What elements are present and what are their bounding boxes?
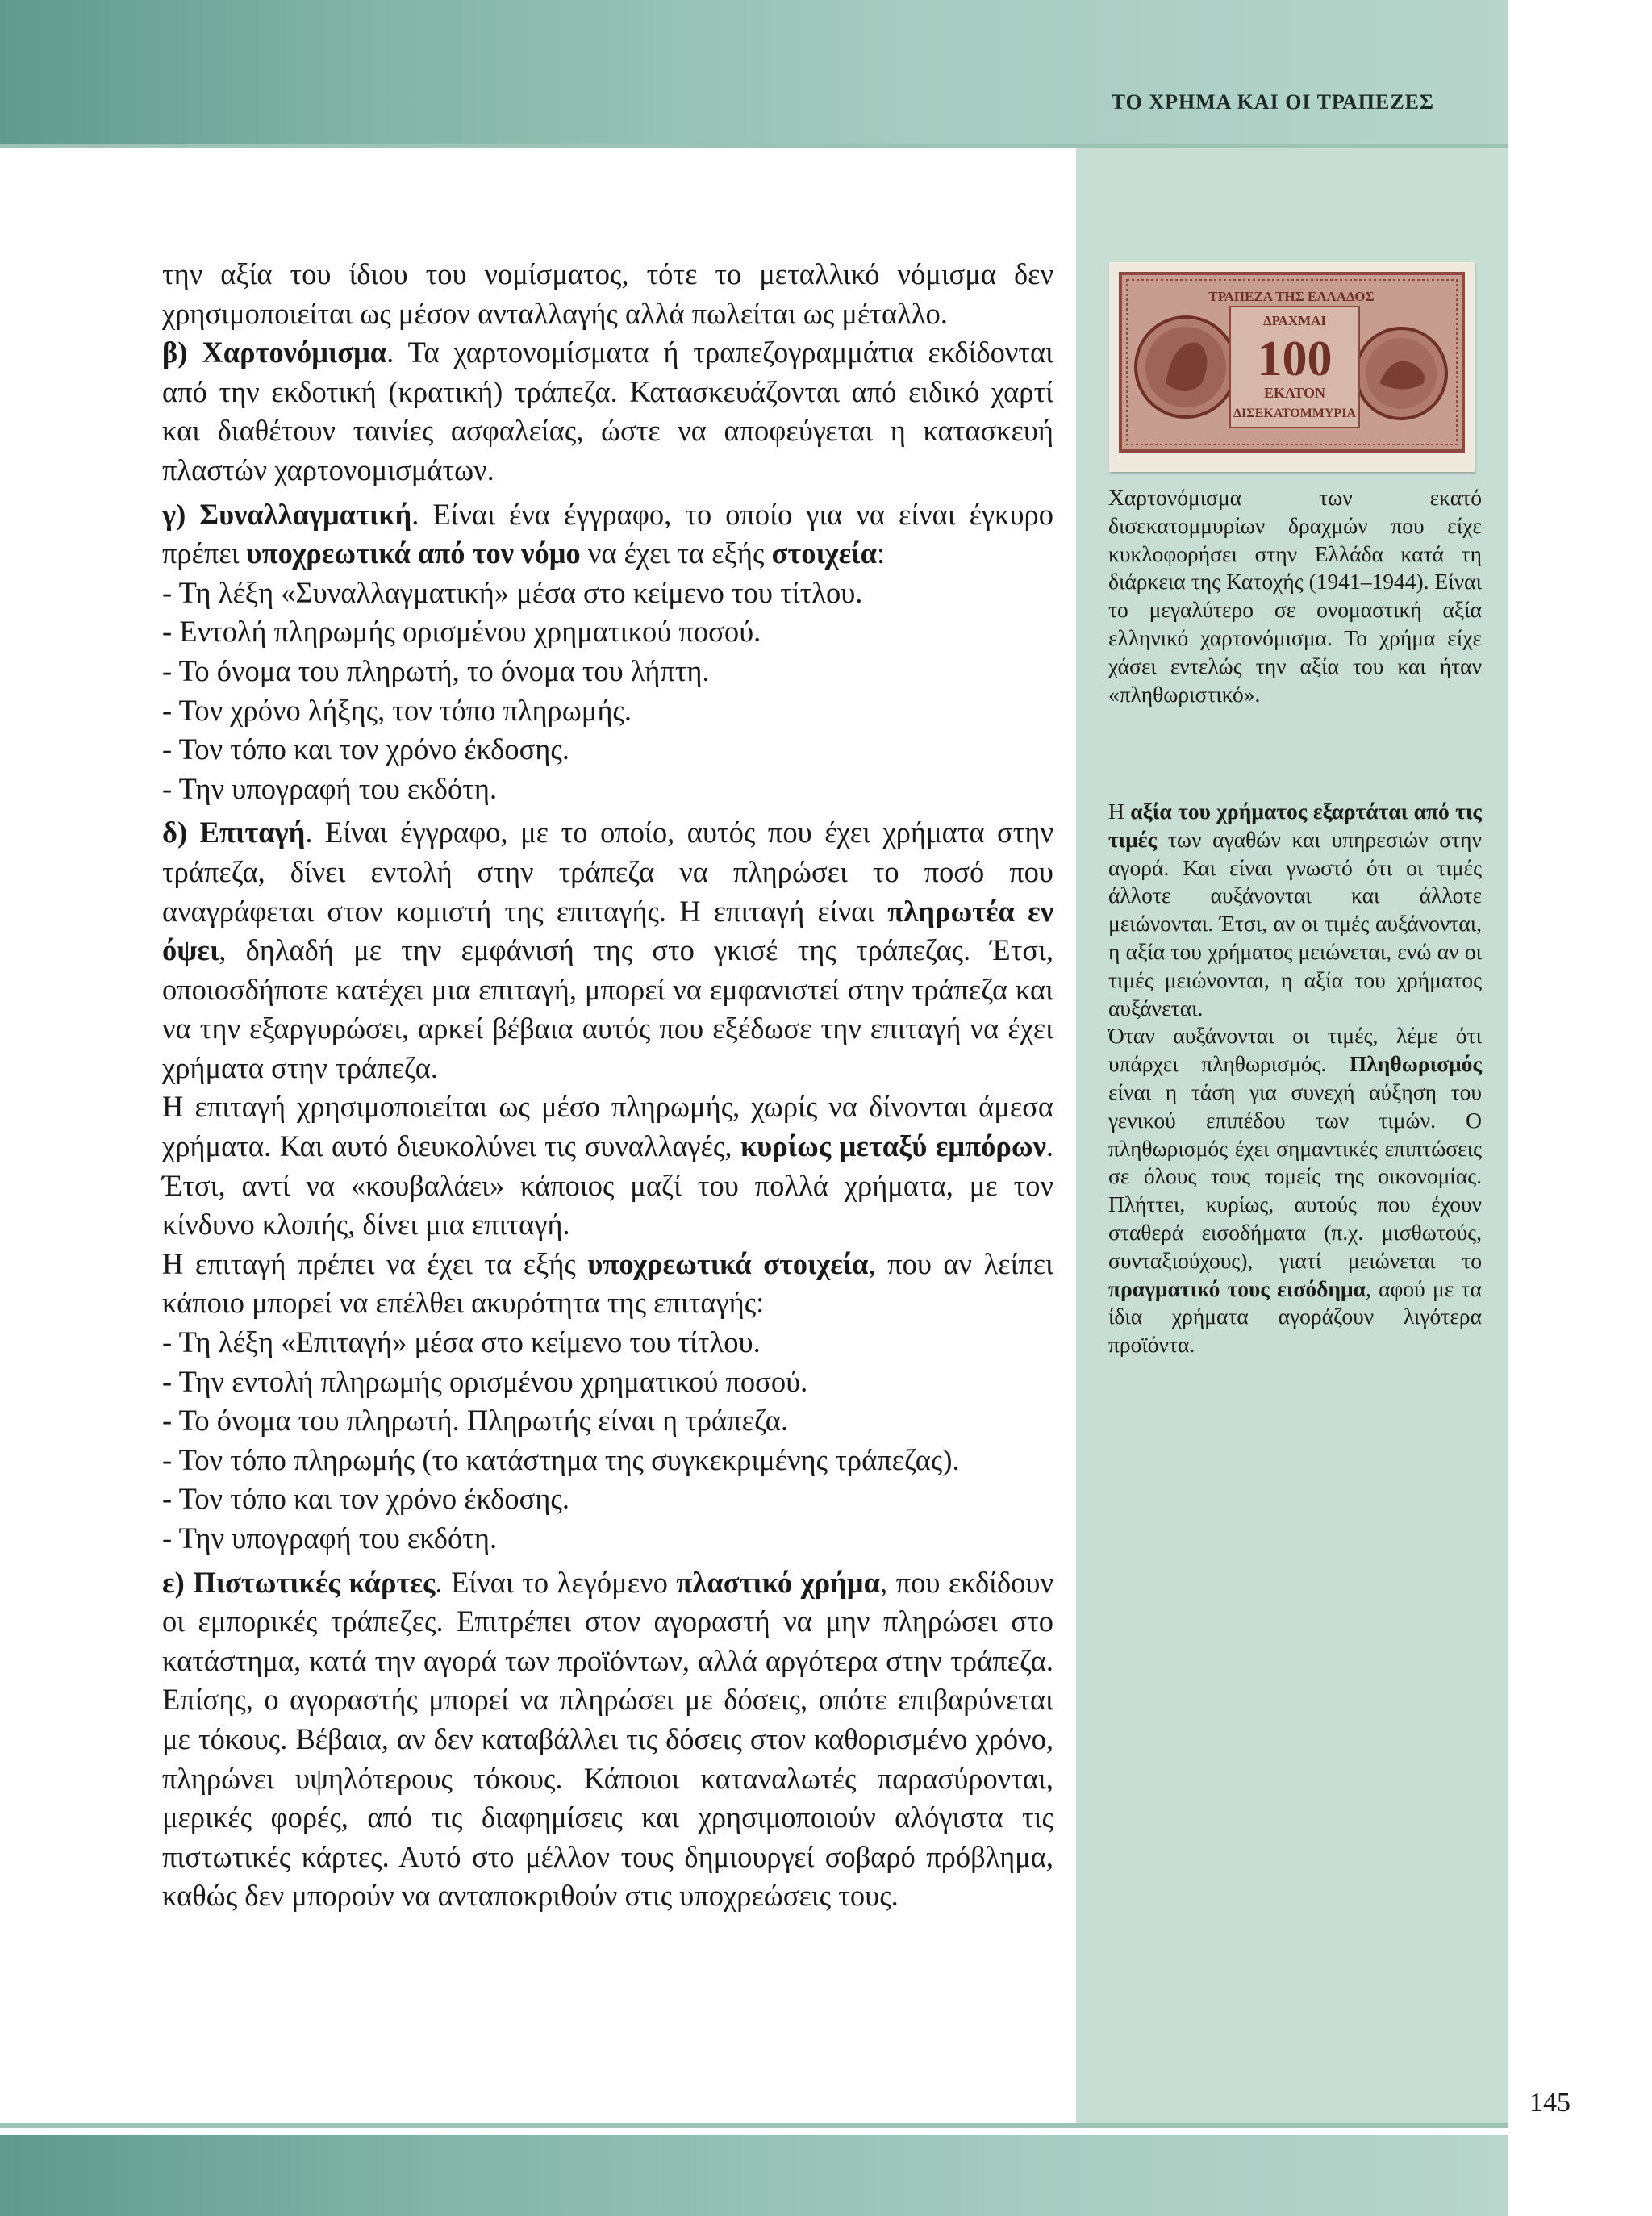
list-item: - Τον τόπο και τον χρόνο έκδοσης. xyxy=(162,1482,569,1516)
section-heading: ε) Πιστωτικές κάρτες xyxy=(162,1565,436,1599)
section-heading: β) Χαρτονόμισμα xyxy=(162,336,387,369)
list-item: - Εντολή πληρωμής ορισμένου χρηματικού ποσού. xyxy=(162,615,761,649)
list-item: - Το όνομα του πληρωτή, το όνομα του λήπτη. xyxy=(162,653,710,687)
section-cheque: δ) Επιταγή. Είναι έγγραφο, με το οποίο, αυτός που έχει χρήματα στην τράπεζα, δίνει εντολή στην τράπεζα να πληρώσει το ποσό που αναγράφεται στον κομιστή της επιταγής. Η επιταγή είναι πληρωτέα εν όψει, δηλαδή με την εμφάνισή της στο γκισέ της τράπεζας. Έτσι, οποιοσδήποτε κατέχει μια επιταγή, μπορεί να εμφανιστεί στην τράπεζα και να την εξαργυρώσει, αρκεί βέβαια αυτός που εξέδωσε την επιταγή να έχει χρήματα στην τράπεζα. xyxy=(162,816,1053,1084)
banknote-amount-word: ΕΚΑΤΟΝ xyxy=(1264,385,1325,401)
list-item: - Το όνομα του πληρωτή. Πληρωτής είναι η τράπεζα. xyxy=(162,1404,788,1438)
section-credit-cards: ε) Πιστωτικές κάρτες. Είναι το λεγόμενο πλαστικό χρήμα, που εκδίδουν οι εμπορικές τράπεζες. Επιτρέπει στον αγοραστή να μην πληρώσει στο κατάστημα, κατά την αγορά των προϊόντων, αλλά αργότερα στην τράπεζα. Επίσης, ο αγοραστής μπορεί να πληρώσει με δόσεις, οπότε επιβαρύνεται με τόκους. Βέβαια, αν δεν καταβάλλει τις δόσεις στον καθορισμένο χρόνο, πληρώνει υψηλότερους τόκους. Κάποιοι καταναλωτές παρασύρονται, μερικές φορές, από τις διαφημίσεις και χρησιμοποιούν αλόγιστα τις πιστωτικές κάρτες. Αυτό στο μέλλον τους δημιουργεί σοβαρό πρόβλημα, καθώς δεν μπορούν να ανταποκριθούν στις υποχρεώσεις τους. xyxy=(162,1565,1054,1913)
header-band xyxy=(0,0,1508,144)
banknote-drawing xyxy=(1109,262,1475,472)
running-header-title: ΤΟ ΧΡΗΜΑ ΚΑΙ ΟΙ ΤΡΑΠΕΖΕΣ xyxy=(1111,90,1434,114)
page-margin xyxy=(1508,0,1652,2216)
banknote-denomination: 100 xyxy=(1257,332,1333,386)
banknote-image xyxy=(1109,262,1475,472)
main-text-column xyxy=(162,255,1053,1916)
sidenote-paragraph: Όταν αυξάνονται οι τιμές, λέμε ότι υπάρχει πληθωρισμός. Πληθωρισμός είναι η τάση για συνεχή αύξηση του γενικού επιπέδου των τιμών. Ο πληθωρισμός έχει σημαντικές επιπτώσεις σε όλους τους τομείς της οικονομίας. Πλήττει, κυρίως, αυτούς που έχουν σταθερά εισοδήματα (π.χ. μισθωτούς, συνταξιούχους), γιατί μειώνεται το πραγματικό τους εισόδημα, αφού με τα ίδια χρήματα αγοράζουν λιγότερα προϊόντα. xyxy=(1108,1023,1482,1358)
footer-divider xyxy=(0,2123,1508,2128)
section-heading: γ) Συναλλαγματική xyxy=(162,497,412,531)
banknote-bank-name: ΤΡΑΠΕΖΑ ΤΗΣ ΕΛΛΑΔΟΣ xyxy=(1208,289,1375,304)
list-item: - Την υπογραφή του εκδότη. xyxy=(162,771,498,805)
cheque-paragraph: Η επιταγή πρέπει να έχει τα εξής υποχρεωτικά στοιχεία, που αν λείπει κάποιο μπορεί να επέλθει ακυρότητα της επιταγής: xyxy=(162,1246,1053,1320)
section-heading: δ) Επιταγή xyxy=(162,816,306,849)
cheque-paragraph: Η επιταγή χρησιμοποιείται ως μέσο πληρωμής, χωρίς να δίνονται άμεσα χρήματα. Και αυτό διευκολύνει τις συναλλαγές, κυρίως μεταξύ εμπόρων. Έτσι, αντί να «κουβαλάει» κάποιος μαζί του πολλά χρήματα, με τον κίνδυνο κλοπής, δίνει μια επιταγή. xyxy=(162,1090,1054,1242)
banknote-caption: Χαρτονόμισμα των εκατό δισεκατομμυρίων δραχμών που είχε κυκλοφορήσει στην Ελλάδα κατά τη διάρκεια της Κατοχής (1941–1944). Είναι το μεγαλύτερο σε ονομαστική αξία ελληνικό χαρτονόμισμα. Το χρήμα είχε χάσει εντελώς την αξία του και ήταν «πληθωριστικό». xyxy=(1108,485,1482,707)
list-item: - Τη λέξη «Επιταγή» μέσα στο κείμενο του τίτλου. xyxy=(162,1325,761,1359)
inflation-sidenote xyxy=(1108,798,1482,1359)
banknote-amount-unit: ΔΙΣΕΚΑΤΟΜΜΥΡΙΑ xyxy=(1233,407,1356,420)
page-number: 145 xyxy=(1529,2088,1571,2118)
list-item: - Τη λέξη «Συναλλαγματική» μέσα στο κείμενο του τίτλου. xyxy=(162,575,863,609)
list-item: - Την εντολή πληρωμής ορισμένου χρηματικού ποσού. xyxy=(162,1364,808,1398)
list-item: - Τον χρόνο λήξης, τον τόπο πληρωμής. xyxy=(162,693,632,727)
footer-band xyxy=(0,2135,1508,2216)
banknote-currency: ΔΡΑΧΜΑΙ xyxy=(1262,313,1327,328)
list-item: - Τον τόπο πληρωμής (το κατάστημα της συγκεκριμένης τράπεζας). xyxy=(162,1442,960,1476)
list-item: - Την υπογραφή του εκδότη. xyxy=(162,1521,498,1555)
section-banknote: β) Χαρτονόμισμα. Τα χαρτονομίσματα ή τραπεζογραμμάτια εκδίδονται από την εκδοτική (κρατική) τράπεζα. Κατασκευάζονται από ειδικό χαρτί και διαθέτουν ταινίες ασφαλείας, ώστε να αποφεύγεται η κατασκευή πλαστών χαρτονομισμάτων. xyxy=(162,336,1053,486)
list-item: - Τον τόπο και τον χρόνο έκδοσης. xyxy=(162,732,569,766)
intro-paragraph: την αξία του ίδιου του νομίσματος, τότε το μεταλλικό νόμισμα δεν χρησιμοποιείται ως μέσον ανταλλαγής αλλά πωλείται ως μέταλλο. xyxy=(162,257,1053,330)
section-bill-of-exchange: γ) Συναλλαγματική. Είναι ένα έγγραφο, το οποίο για να είναι έγκυρο πρέπει υποχρεωτικά από τον νόμο να έχει τα εξής στοιχεία: xyxy=(162,497,1053,570)
sidenote-paragraph: Η αξία του χρήματος εξαρτάται από τις τιμές των αγαθών και υπηρεσιών στην αγορά. Και είναι γνωστό ότι οι τιμές άλλοτε αυξάνονται και άλλοτε μειώνονται. Έτσι, αν οι τιμές αυξάνονται, η αξία του χρήματος μειώνεται, ενώ αν οι τιμές μειώνονται, η αξία του χρήματος αυξάνεται. xyxy=(1108,799,1482,1020)
